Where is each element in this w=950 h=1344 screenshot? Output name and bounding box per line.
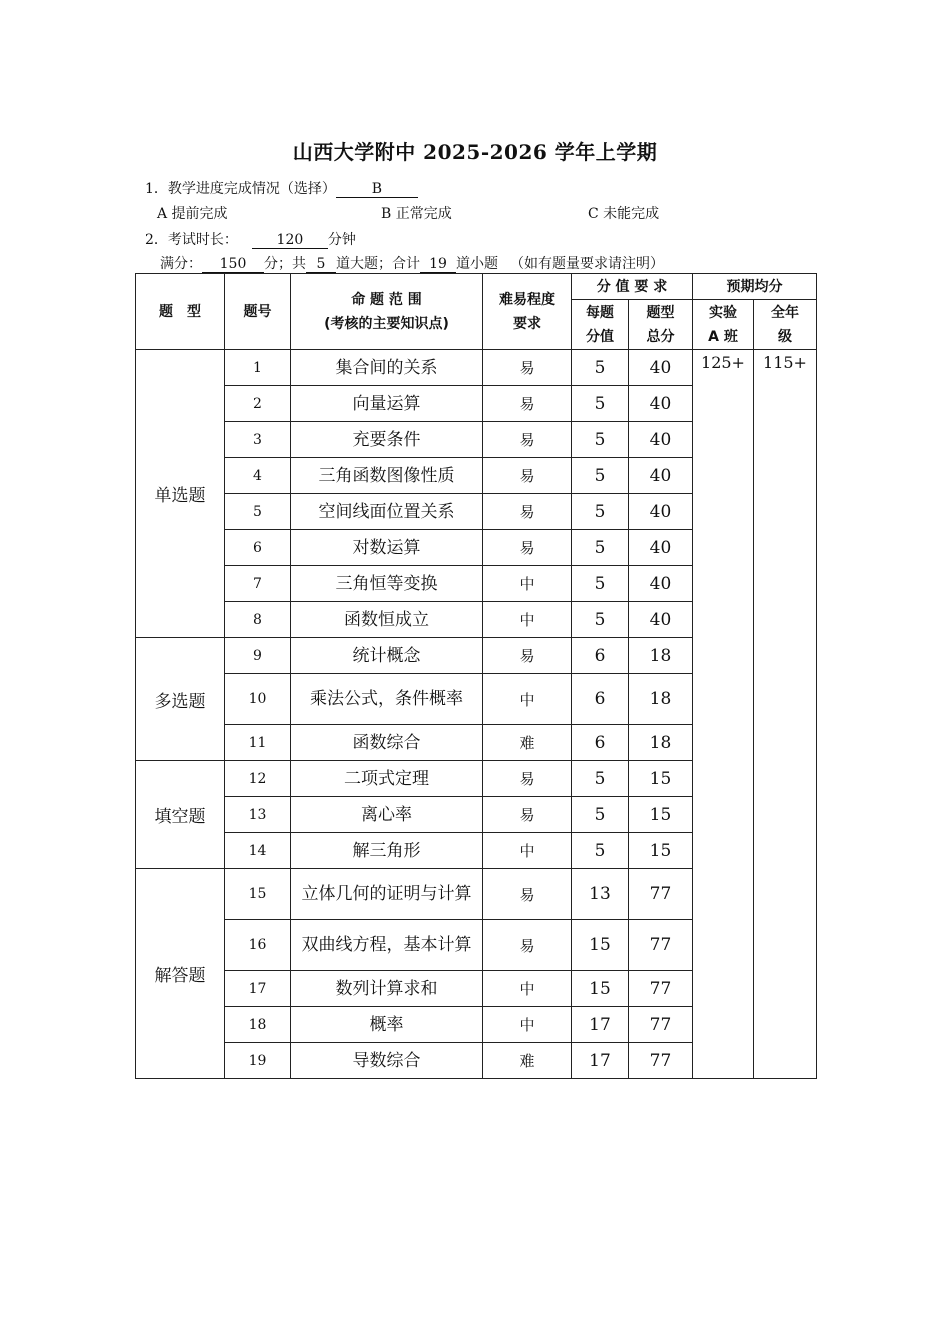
difficulty-cell: 易 [483, 761, 572, 797]
per-question-score: 5 [572, 530, 629, 566]
difficulty-cell: 易 [483, 869, 572, 920]
topic-cell: 空间线面位置关系 [291, 494, 483, 530]
score-prefix: 满分： [160, 256, 202, 272]
per-question-score: 5 [572, 566, 629, 602]
question-number: 2 [225, 386, 291, 422]
question-number: 13 [225, 797, 291, 833]
per-question-score: 6 [572, 725, 629, 761]
per-question-score: 5 [572, 386, 629, 422]
duration-value: 120 [252, 233, 328, 249]
header-scope-line1: 命 题 范 围 [351, 291, 422, 308]
header-total-line1: 题型 [646, 304, 675, 321]
question-number: 12 [225, 761, 291, 797]
type-total-score: 40 [629, 386, 693, 422]
difficulty-cell: 难 [483, 1043, 572, 1079]
progress-answer: B [336, 182, 418, 198]
topic-cell: 函数恒成立 [291, 602, 483, 638]
header-score-group: 分 值 要 求 [572, 274, 693, 300]
question-number: 14 [225, 833, 291, 869]
score-note: （如有题量要求请注明） [510, 256, 664, 272]
score-text-3: 道小题 [456, 256, 498, 272]
difficulty-cell: 中 [483, 833, 572, 869]
topic-cell: 充要条件 [291, 422, 483, 458]
difficulty-cell: 易 [483, 797, 572, 833]
type-total-score: 77 [629, 1007, 693, 1043]
question-number: 9 [225, 638, 291, 674]
per-question-score: 6 [572, 638, 629, 674]
predicted-class-a: 125+ [693, 350, 754, 1079]
type-total-score: 77 [629, 1043, 693, 1079]
header-difficulty [483, 274, 572, 350]
difficulty-cell: 易 [483, 422, 572, 458]
question-type-cell: 解答题 [136, 869, 225, 1079]
type-total-score: 15 [629, 833, 693, 869]
topic-cell: 双曲线方程，基本计算 [291, 920, 483, 971]
header-total-line2: 总分 [646, 328, 675, 345]
question-number: 18 [225, 1007, 291, 1043]
topic-cell: 导数综合 [291, 1043, 483, 1079]
difficulty-cell: 中 [483, 566, 572, 602]
score-line [160, 253, 664, 273]
per-question-score: 5 [572, 602, 629, 638]
question-type-cell: 填空题 [136, 761, 225, 869]
per-question-score: 13 [572, 869, 629, 920]
progress-line [145, 178, 418, 198]
question-number: 5 [225, 494, 291, 530]
big-question-count: 5 [306, 257, 336, 273]
header-per-line1: 每题 [586, 304, 614, 321]
topic-cell: 立体几何的证明与计算 [291, 869, 483, 920]
question-number: 19 [225, 1043, 291, 1079]
question-number: 15 [225, 869, 291, 920]
predicted-grade: 115+ [754, 350, 817, 1079]
progress-option-c: C 未能完成 [588, 206, 660, 222]
type-total-score: 15 [629, 761, 693, 797]
type-total-score: 77 [629, 920, 693, 971]
difficulty-cell: 易 [483, 458, 572, 494]
question-type-cell: 单选题 [136, 350, 225, 638]
header-grade-line1: 全年 [771, 304, 799, 321]
per-question-score: 5 [572, 494, 629, 530]
topic-cell: 概率 [291, 1007, 483, 1043]
progress-option-b: B 正常完成 [381, 206, 452, 222]
question-number: 4 [225, 458, 291, 494]
question-type-cell: 多选题 [136, 638, 225, 761]
progress-option-a: A 提前完成 [157, 206, 228, 222]
per-question-score: 6 [572, 674, 629, 725]
difficulty-cell: 易 [483, 920, 572, 971]
header-per-question [572, 300, 629, 350]
score-text-2: 道大题；合计 [336, 256, 420, 272]
duration-label: 2．考试时长： [145, 232, 238, 248]
header-scope [291, 274, 483, 350]
per-question-score: 5 [572, 458, 629, 494]
question-number: 10 [225, 674, 291, 725]
header-difficulty-line2: 要求 [513, 315, 541, 332]
topic-cell: 三角函数图像性质 [291, 458, 483, 494]
difficulty-cell: 易 [483, 350, 572, 386]
per-question-score: 15 [572, 971, 629, 1007]
question-number: 1 [225, 350, 291, 386]
difficulty-cell: 中 [483, 971, 572, 1007]
difficulty-cell: 中 [483, 1007, 572, 1043]
topic-cell: 对数运算 [291, 530, 483, 566]
question-number: 3 [225, 422, 291, 458]
type-total-score: 40 [629, 602, 693, 638]
question-number: 7 [225, 566, 291, 602]
topic-cell: 三角恒等变换 [291, 566, 483, 602]
per-question-score: 17 [572, 1043, 629, 1079]
small-question-count: 19 [420, 257, 456, 273]
exam-table-body [136, 350, 817, 1079]
type-total-score: 40 [629, 530, 693, 566]
per-question-score: 5 [572, 422, 629, 458]
header-number: 题号 [225, 274, 291, 350]
question-number: 6 [225, 530, 291, 566]
header-type-total [629, 300, 693, 350]
header-type: 题 型 [136, 274, 225, 350]
topic-cell: 统计概念 [291, 638, 483, 674]
type-total-score: 15 [629, 797, 693, 833]
per-question-score: 17 [572, 1007, 629, 1043]
type-total-score: 40 [629, 350, 693, 386]
header-grade-line2: 级 [778, 328, 792, 345]
question-number: 8 [225, 602, 291, 638]
difficulty-cell: 易 [483, 638, 572, 674]
type-total-score: 40 [629, 422, 693, 458]
topic-cell: 二项式定理 [291, 761, 483, 797]
difficulty-cell: 中 [483, 674, 572, 725]
topic-cell: 离心率 [291, 797, 483, 833]
type-total-score: 18 [629, 674, 693, 725]
topic-cell: 解三角形 [291, 833, 483, 869]
type-total-score: 77 [629, 971, 693, 1007]
question-number: 11 [225, 725, 291, 761]
header-class-a [693, 300, 754, 350]
type-total-score: 18 [629, 638, 693, 674]
difficulty-cell: 中 [483, 602, 572, 638]
page-title: 山西大学附中 2025-2026 学年上学期 [292, 140, 658, 164]
per-question-score: 5 [572, 797, 629, 833]
type-total-score: 40 [629, 566, 693, 602]
header-class-a-line2: A 班 [708, 328, 738, 345]
per-question-score: 15 [572, 920, 629, 971]
header-predict-group: 预期均分 [693, 274, 817, 300]
topic-cell: 集合间的关系 [291, 350, 483, 386]
exam-spec-table [135, 273, 817, 1079]
topic-cell: 向量运算 [291, 386, 483, 422]
topic-cell: 数列计算求和 [291, 971, 483, 1007]
header-difficulty-line1: 难易程度 [499, 291, 555, 308]
score-text-1: 分；共 [264, 256, 306, 272]
difficulty-cell: 易 [483, 530, 572, 566]
difficulty-cell: 难 [483, 725, 572, 761]
type-total-score: 40 [629, 458, 693, 494]
table-row [136, 350, 817, 386]
type-total-score: 77 [629, 869, 693, 920]
header-scope-line2: (考核的主要知识点) [324, 315, 449, 332]
duration-line [145, 229, 356, 249]
type-total-score: 40 [629, 494, 693, 530]
header-class-a-line1: 实验 [709, 304, 737, 321]
per-question-score: 5 [572, 761, 629, 797]
progress-label: 1．教学进度完成情况（选择） [145, 181, 336, 197]
per-question-score: 5 [572, 350, 629, 386]
duration-unit: 分钟 [327, 232, 356, 248]
difficulty-cell: 易 [483, 386, 572, 422]
question-number: 16 [225, 920, 291, 971]
topic-cell: 函数综合 [291, 725, 483, 761]
per-question-score: 5 [572, 833, 629, 869]
header-grade [754, 300, 817, 350]
full-score: 150 [202, 257, 264, 273]
difficulty-cell: 易 [483, 494, 572, 530]
header-per-line2: 分值 [586, 328, 614, 345]
question-number: 17 [225, 971, 291, 1007]
type-total-score: 18 [629, 725, 693, 761]
topic-cell: 乘法公式，条件概率 [291, 674, 483, 725]
